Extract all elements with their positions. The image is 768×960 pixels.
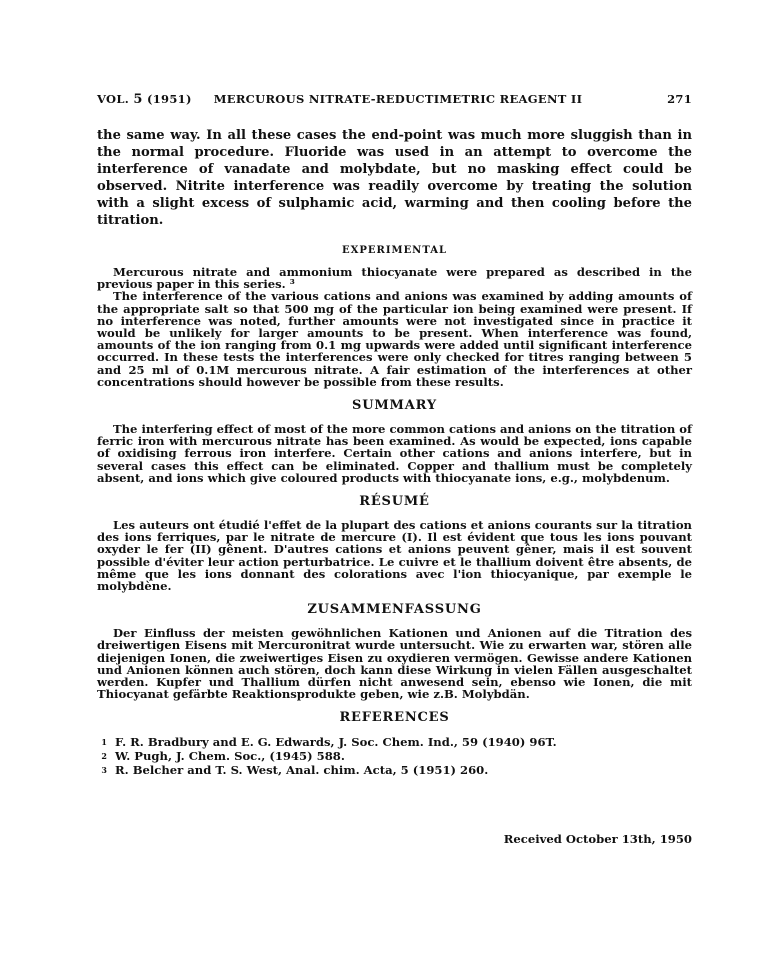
experimental-paragraph-2: The interference of the various cations and anions was examined by adding amounts of the appropriate salt so that 500 mg of the particular ion being examined were present. If no interference was noted, further amounts were not investigated since in practice it would be unlikely for larger amounts to be present. When interference was found, amounts of the ion ranging from 0.1 mg upwards were added until significant interference occurred. In these tests the interferences were only checked for titres ranging between 5 and 25 ml of 0.1M mercurous nitrate. A fair estimation of the interferences at other concentrations should however be possible from these results. [97, 289, 692, 389]
page-number: 271 [667, 92, 692, 106]
reference-item [97, 735, 692, 749]
summary-heading: SUMMARY [352, 398, 437, 414]
volume-label [97, 92, 192, 107]
running-title: MERCUROUS NITRATE-REDUCTIMETRIC REAGENT II [213, 92, 583, 106]
reference-text: F. R. Bradbury and E. G. Edwards, J. Soc. Chem. Ind., 59 (1940) 96T. [115, 735, 557, 750]
resume-heading: RÉSUMÉ [359, 494, 430, 510]
summary-text: The interfering effect of most of the more common cations and anions on the titration of ferric iron with mercurous nitrate has been examined. As would be expected, ions capable of oxidising ferrous iron interfere. Certain other cations and anions interfere, but in several cases this effect can be eliminated. Copper and thallium must be completely absent, and ions which give coloured products with thiocyanate ions, e.g., molybdenum. [97, 422, 693, 485]
references-heading: REFERENCES [339, 710, 450, 726]
reference-number: 1 [101, 737, 107, 748]
experimental-paragraph-1: Mercurous nitrate and ammonium thiocyanate were prepared as described in the previous paper in this series. ³ [97, 265, 692, 292]
received-date: Received October 13th, 1950 [503, 832, 692, 846]
zusammenfassung-heading: ZUSAMMENFASSUNG [307, 602, 482, 618]
reference-item [97, 763, 692, 777]
volume-year: (1951) [147, 92, 192, 106]
volume-number: 5 [133, 92, 143, 107]
references-list [97, 735, 692, 777]
resume-text: Les auteurs ont étudié l'effet de la plupart des cations et anions courants sur la titration des ions ferriques, par le nitrate de mercure (I). Il est évident que tous les ions pouvant oxyder le fer (II) gênent. D'autres cations et anions peuvent gêner, mais il est souvent possible d'éviter leur action perturbatrice. Le cuivre et le thallium doivent être absents, de même que les ions donnant des colorations avec l'ion thiocyanique, par exemple le molybdène. [97, 518, 692, 594]
intro-paragraph: the same way. In all these cases the end-point was much more sluggish than in the normal procedure. Fluoride was used in an attempt to overcome the interference of vanadate and molybdate, but no masking effect could be observed. Nitrite interference was readily overcome by treating the solution with a slight excess of sulphamic acid, warming and then cooling before the titration. [97, 128, 692, 228]
page [97, 92, 693, 846]
zusammenfassung-text: Der Einfluss der meisten gewöhnlichen Kationen und Anionen auf die Titration des dreiwertigen Eisens mit Mercuronitrat wurde untersucht. Wie zu erwarten war, stören alle diejenigen Ionen, die zweiwertiges Eisen zu oxydieren vermögen. Gewisse andere Kationen und Anionen können auch stören, doch kann diese Wirkung in vielen Fällen ausgeschaltet werden. Kupfer und Thallium dürfen nicht anwesend sein, ebenso wie Ionen, die mit Thiocyanat gefärbte Reaktionsprodukte geben, wie z.B. Molybdän. [97, 626, 692, 702]
reference-number: 3 [101, 765, 107, 776]
reference-text: R. Belcher and T. S. West, Anal. chim. Acta, 5 (1951) 260. [115, 763, 489, 778]
experimental-heading: EXPERIMENTAL [341, 245, 448, 256]
reference-item [97, 749, 692, 763]
reference-number: 2 [101, 751, 107, 762]
volume-text: VOL. [97, 92, 130, 106]
running-header [97, 92, 692, 107]
reference-text: W. Pugh, J. Chem. Soc., (1945) 588. [115, 749, 345, 764]
